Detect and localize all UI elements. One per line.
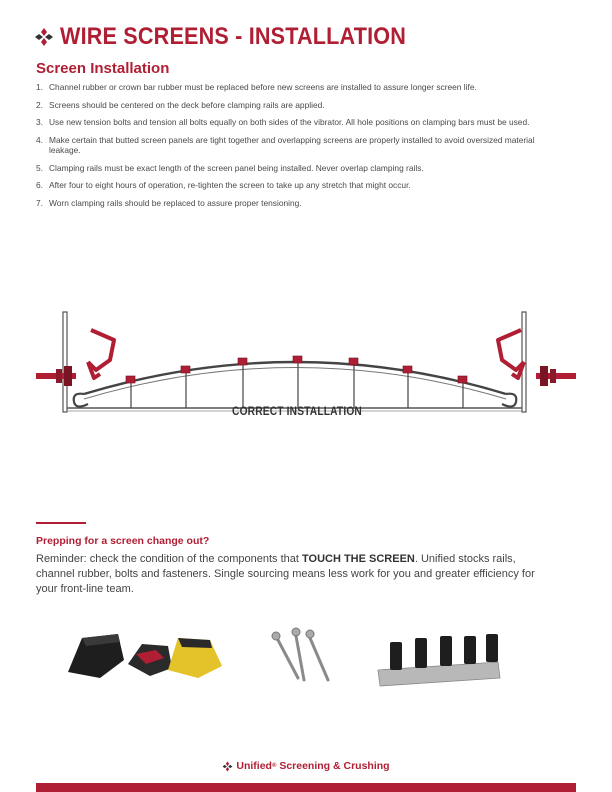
prep-text-part: Reminder: check the condition of the components that (36, 553, 302, 565)
step-number: 4. (36, 134, 43, 145)
left-clamp (36, 330, 114, 386)
step-text: Channel rubber or crown bar rubber must be replaced before new screens are installed to assure longer screen life. (49, 82, 477, 92)
unified-logo-icon (222, 761, 233, 772)
section-divider (36, 522, 86, 524)
step-number: 7. (36, 197, 43, 208)
installation-step (36, 100, 546, 110)
crown-bar-caps (126, 356, 467, 383)
installation-step (36, 163, 546, 173)
page-title: WIRE SCREENS - INSTALLATION (60, 23, 407, 50)
footer-brand (0, 760, 612, 772)
screen-arc (84, 362, 506, 394)
step-text: Make certain that butted screen panels are tight together and overlapping screens are properly installed to avoid oversized material leakage. (49, 134, 535, 155)
step-number: 5. (36, 162, 43, 173)
product-images (60, 620, 520, 690)
diagram-caption: CORRECT INSTALLATION (232, 404, 362, 418)
section-title: Screen Installation (36, 60, 170, 77)
step-number: 2. (36, 99, 43, 110)
unified-logo-icon (34, 27, 54, 47)
step-number: 1. (36, 82, 43, 92)
installation-step (36, 82, 546, 92)
installation-step (36, 117, 546, 127)
step-number: 3. (36, 117, 43, 128)
step-text: Worn clamping rails should be replaced to assure proper tensioning. (49, 197, 302, 208)
header (34, 22, 445, 52)
step-text: Screens should be centered on the deck before clamping rails are applied. (49, 99, 325, 110)
step-number: 6. (36, 180, 43, 191)
step-text: Clamping rails must be exact length of the screen panel being installed. Never overlap clamping rails. (49, 162, 424, 173)
clamping-rail-image (378, 634, 500, 686)
installation-steps (36, 82, 546, 215)
right-clamp (498, 330, 576, 386)
footer-brand-name: Unified (236, 760, 272, 772)
footer-tagline: Screening & Crushing (276, 760, 390, 772)
prep-text-part: . Unified stocks rails, channel rubber, bolts and fasteners. Single sourcing means less work for you and greater efficiency for your front-line team. (36, 553, 535, 596)
prep-text-emphasis: TOUCH THE SCREEN (302, 553, 415, 565)
installation-step (36, 135, 546, 155)
channel-rubber-image (68, 634, 222, 678)
installation-step (36, 180, 546, 190)
step-text: After four to eight hours of operation, re-tighten the screen to take up any stretch that might occur. (49, 180, 411, 191)
tension-bolts-image (272, 628, 328, 680)
footer-bar (36, 783, 576, 792)
installation-step (36, 198, 546, 208)
prep-title: Prepping for a screen change out? (36, 535, 210, 547)
footer-reg-mark: ® (271, 763, 277, 769)
left-side-wall (63, 312, 67, 412)
prep-text (36, 552, 556, 598)
step-text: Use new tension bolts and tension all bolts equally on both sides of the vibrator. All hole positions on clamping bars must be used. (49, 117, 530, 128)
